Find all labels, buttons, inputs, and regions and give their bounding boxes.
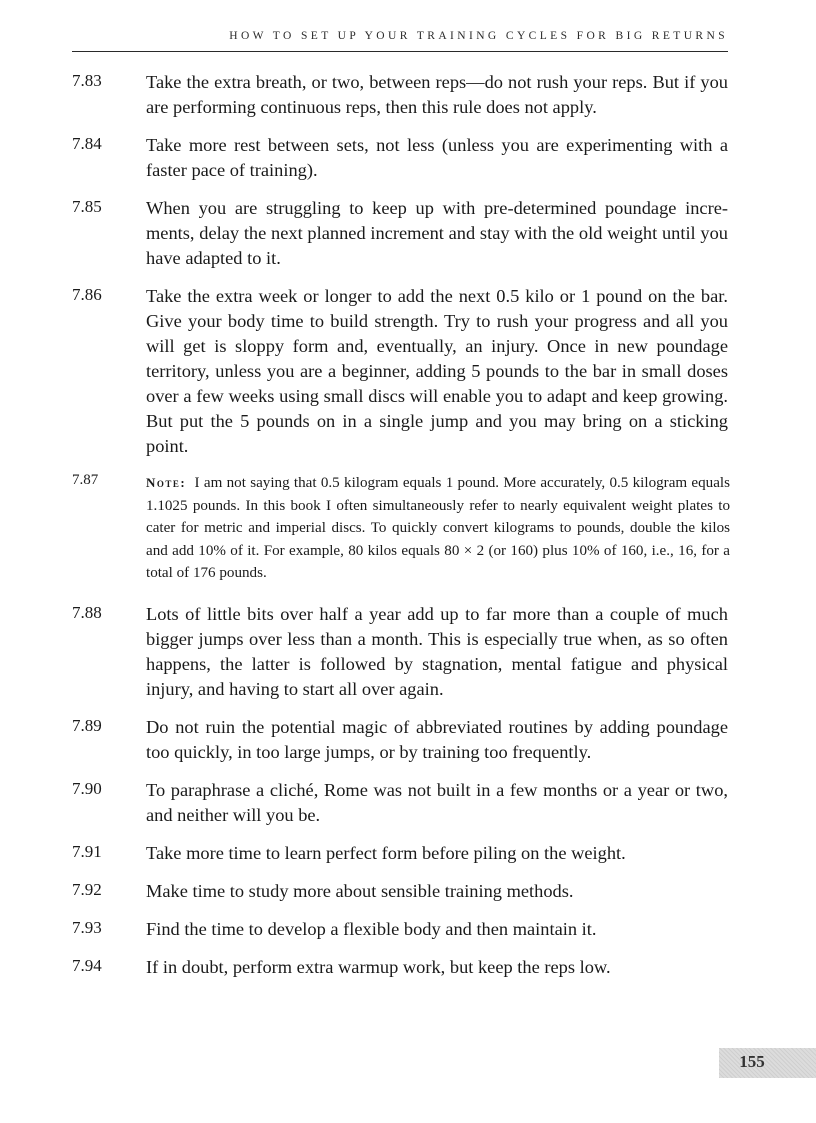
entry-number: 7.92 <box>72 879 102 899</box>
entry-number: 7.83 <box>72 71 102 90</box>
entry-text: Do not ruin the potential magic of abbreviated routines by adding poundage too quickly, in too large jumps, or by training too frequently. <box>146 716 728 762</box>
entry-7-88 <box>0 602 816 702</box>
entry-7-89 <box>0 715 816 765</box>
entry-7-85 <box>0 196 816 271</box>
entry-number: 7.87 <box>72 472 99 488</box>
entry-7-91 <box>0 841 816 866</box>
entry-number: 7.93 <box>72 917 102 937</box>
entry-text: Find the time to develop a flexible body and then maintain it. <box>146 918 597 939</box>
entry-text: Take the extra week or longer to add the next 0.5 kilo or 1 pound on the bar. Give your body time to build strength. Try to rush your progress and all you will get is sloppy form and, eventually, an injury. Once in new poundage territory, unless you are a beginner, adding 5 pounds to the bar in small doses over a few weeks using small discs will enable you to adapt and keep growing. But put the 5 pounds on in a single jump and you may bring on a sticking point. <box>146 286 728 456</box>
entry-text: Take more time to learn perfect form before piling on the weight. <box>146 842 626 863</box>
note-label: Note: <box>146 475 187 490</box>
entry-number: 7.88 <box>72 602 102 622</box>
entry-text: Lots of little bits over half a year add up to far more than a couple of much bigger jumps over less than a month. This is especially true when, as so often happens, the latter is followed by stagnation, mental fatigue and physical injury, and having to start all over again. <box>146 603 728 699</box>
page-number-box <box>719 1048 816 1078</box>
entry-text: Take the extra breath, or two, between reps—do not rush your reps. But if you are performing continuous reps, then this rule does not apply. <box>146 72 728 117</box>
entry-text: When you are struggling to keep up with pre-determined poundage increments, delay the next planned increment and stay with the old weight until you have adapted to it. <box>146 198 728 268</box>
entry-text: Take more rest between sets, not less (unless you are experimenting with a faster pace of training). <box>146 135 728 180</box>
entry-list <box>0 70 816 993</box>
running-head: HOW TO SET UP YOUR TRAINING CYCLES FOR BIG RETURNS <box>229 30 728 42</box>
page-number: 155 <box>739 1052 765 1071</box>
entry-7-83 <box>0 70 816 120</box>
note-text: I am not saying that 0.5 kilogram equals 1 pound. More accurately, 0.5 kilogram equals 1.1025 pounds. In this book I often simultaneously refer to nearly equivalent weight plates to cater for metric and imperial discs. To quickly convert kilograms to pounds, double the kilos and add 10% of it. For example, 80 kilos equals 80 × 2 (or 160) plus 10% of 160, i.e., 16, for a total of 176 pounds. <box>146 475 730 581</box>
entry-7-84 <box>0 133 816 183</box>
entry-7-87-note <box>0 472 816 585</box>
entry-text: To paraphrase a cliché, Rome was not built in a few months or a year or two, and neither will you be. <box>146 779 728 825</box>
header-rule <box>72 51 728 52</box>
entry-7-90 <box>0 778 816 828</box>
entry-number: 7.91 <box>72 841 102 861</box>
entry-number: 7.84 <box>72 134 102 153</box>
entry-number: 7.89 <box>72 715 102 735</box>
entry-7-92 <box>0 879 816 904</box>
entry-text: If in doubt, perform extra warmup work, but keep the reps low. <box>146 956 611 977</box>
entry-number: 7.90 <box>72 778 102 798</box>
note-text-block <box>146 472 730 585</box>
entry-7-94 <box>0 955 816 980</box>
entry-number: 7.85 <box>72 197 102 216</box>
entry-number: 7.86 <box>72 285 102 304</box>
entry-7-86 <box>0 284 816 459</box>
entry-text: Make time to study more about sensible training methods. <box>146 880 574 901</box>
entry-7-93 <box>0 917 816 942</box>
entry-number: 7.94 <box>72 955 102 975</box>
